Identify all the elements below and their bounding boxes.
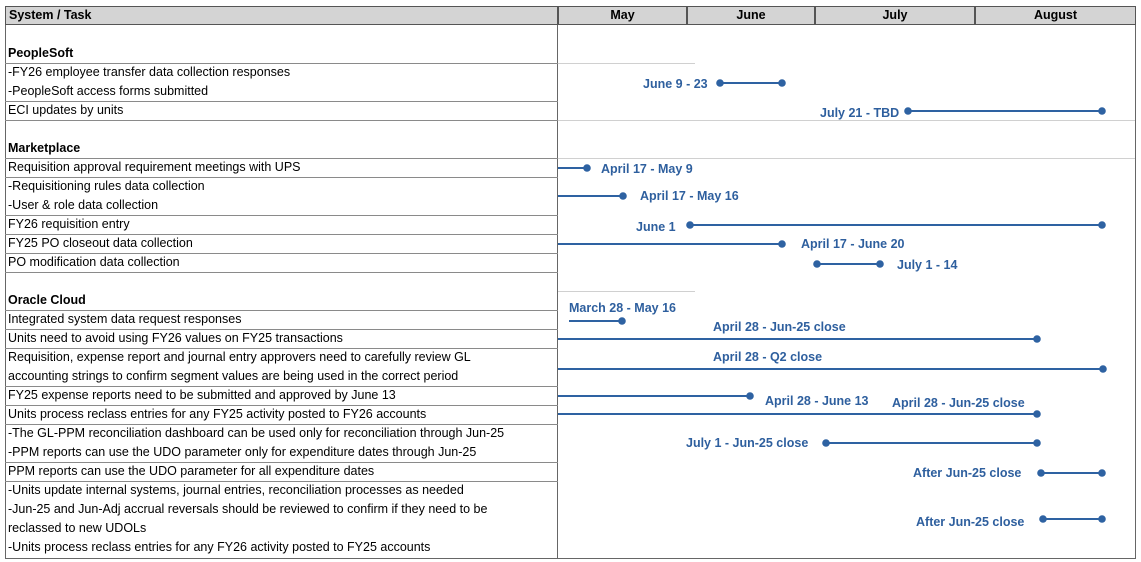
gantt-bar-endpoint	[876, 260, 884, 268]
task-row: Requisition, expense report and journal entry approvers need to carefully review GL	[5, 348, 558, 367]
row-divider	[5, 462, 558, 463]
row-divider	[5, 215, 558, 216]
gantt-bar-endpoint	[686, 221, 694, 229]
task-row: FY26 requisition entry	[5, 215, 558, 234]
row-divider	[5, 405, 558, 406]
row-divider	[5, 481, 558, 482]
blank-row	[5, 25, 558, 44]
row-divider	[5, 63, 558, 64]
gantt-bar-endpoint	[1099, 365, 1107, 373]
row-divider	[5, 120, 558, 121]
gantt-bar-endpoint	[822, 439, 830, 447]
row-divider	[5, 310, 558, 311]
task-row: Integrated system data request responses	[5, 310, 558, 329]
task-row: PO modification data collection	[5, 253, 558, 272]
task-row: Units need to avoid using FY26 values on FY25 transactions	[5, 329, 558, 348]
header-month-august: August	[975, 6, 1136, 25]
row-divider	[5, 272, 558, 273]
task-row: accounting strings to confirm segment values are being used in the correct period	[5, 367, 558, 386]
gantt-bar-endpoint	[1098, 469, 1106, 477]
row-divider	[5, 253, 558, 254]
gantt-bar-label: July 1 - Jun-25 close	[686, 436, 809, 450]
section-heading: Oracle Cloud	[5, 291, 558, 310]
row-divider	[558, 120, 1135, 121]
table-bottom-border	[5, 558, 1136, 559]
gantt-bar-endpoint	[1033, 439, 1041, 447]
task-row: reclassed to new UDOLs	[5, 519, 558, 538]
task-row: -FY26 employee transfer data collection responses	[5, 63, 558, 82]
gantt-bar-label: April 17 - May 9	[601, 162, 693, 176]
gantt-bar-endpoint	[1037, 469, 1045, 477]
header-task-column: System / Task	[5, 6, 558, 25]
task-row: -Requisitioning rules data collection	[5, 177, 558, 196]
row-divider	[5, 101, 558, 102]
row-divider	[558, 63, 695, 64]
row-divider	[558, 158, 1135, 159]
gantt-bar-label: July 1 - 14	[897, 258, 958, 272]
gantt-bar-endpoint	[1033, 410, 1041, 418]
row-divider	[558, 291, 695, 292]
task-row: Requisition approval requirement meetings with UPS	[5, 158, 558, 177]
gantt-bar-label: June 9 - 23	[643, 77, 708, 91]
gantt-bar-endpoint	[778, 240, 786, 248]
task-row: ECI updates by units	[5, 101, 558, 120]
gantt-bar-endpoint	[583, 164, 591, 172]
timeline-right-border	[1135, 25, 1136, 558]
header-month-june: June	[687, 6, 815, 25]
task-row: -Units update internal systems, journal entries, reconciliation processes as needed	[5, 481, 558, 500]
task-row: FY25 PO closeout data collection	[5, 234, 558, 253]
gantt-bar-endpoint	[1098, 107, 1106, 115]
gantt-bar-endpoint	[716, 79, 724, 87]
task-row: FY25 expense reports need to be submitted and approved by June 13	[5, 386, 558, 405]
gantt-bar-label: April 17 - May 16	[640, 189, 739, 203]
gantt-bar-endpoint	[778, 79, 786, 87]
gantt-bar-endpoint	[618, 317, 626, 325]
row-divider	[5, 158, 558, 159]
gantt-bar-label: June 1	[636, 220, 676, 234]
blank-row	[5, 120, 558, 139]
gantt-bar-label: After Jun-25 close	[913, 466, 1022, 480]
gantt-bar-endpoint	[904, 107, 912, 115]
gantt-bar-label: April 17 - June 20	[801, 237, 905, 251]
task-row: PPM reports can use the UDO parameter for all expenditure dates	[5, 462, 558, 481]
gantt-bar-endpoint	[813, 260, 821, 268]
row-divider	[5, 348, 558, 349]
task-row: Units process reclass entries for any FY25 activity posted to FY26 accounts	[5, 405, 558, 424]
section-heading: Marketplace	[5, 139, 558, 158]
gantt-bar-endpoint	[746, 392, 754, 400]
gantt-bar-label: April 28 - Q2 close	[713, 350, 823, 364]
row-divider	[5, 329, 558, 330]
section-heading: PeopleSoft	[5, 44, 558, 63]
task-row: -Units process reclass entries for any FY26 activity posted to FY25 accounts	[5, 538, 558, 558]
blank-row	[5, 272, 558, 291]
gantt-bar-label: April 28 - June 13	[765, 394, 869, 408]
gantt-bar-endpoint	[1033, 335, 1041, 343]
task-row: -Jun-25 and Jun-Adj accrual reversals should be reviewed to confirm if they need to be	[5, 500, 558, 519]
gantt-bar-label: After Jun-25 close	[916, 515, 1025, 529]
gantt-bar-endpoint	[1098, 515, 1106, 523]
task-row: -PPM reports can use the UDO parameter only for expenditure dates through Jun-25	[5, 443, 558, 462]
gantt-bar-label: July 21 - TBD	[820, 106, 900, 120]
gantt-bar-endpoint	[1039, 515, 1047, 523]
gantt-bar-label: April 28 - Jun-25 close	[713, 320, 846, 334]
row-divider	[5, 386, 558, 387]
task-row: -User & role data collection	[5, 196, 558, 215]
gantt-bar-label: March 28 - May 16	[569, 301, 676, 315]
row-divider	[5, 234, 558, 235]
gantt-bar-endpoint	[1098, 221, 1106, 229]
header-month-july: July	[815, 6, 975, 25]
task-row: -PeopleSoft access forms submitted	[5, 82, 558, 101]
row-divider	[5, 424, 558, 425]
gantt-bar-endpoint	[619, 192, 627, 200]
row-divider	[5, 177, 558, 178]
gantt-bar-label: April 28 - Jun-25 close	[892, 396, 1025, 410]
task-row: -The GL-PPM reconciliation dashboard can be used only for reconciliation through Jun-25	[5, 424, 558, 443]
header-month-may: May	[558, 6, 687, 25]
